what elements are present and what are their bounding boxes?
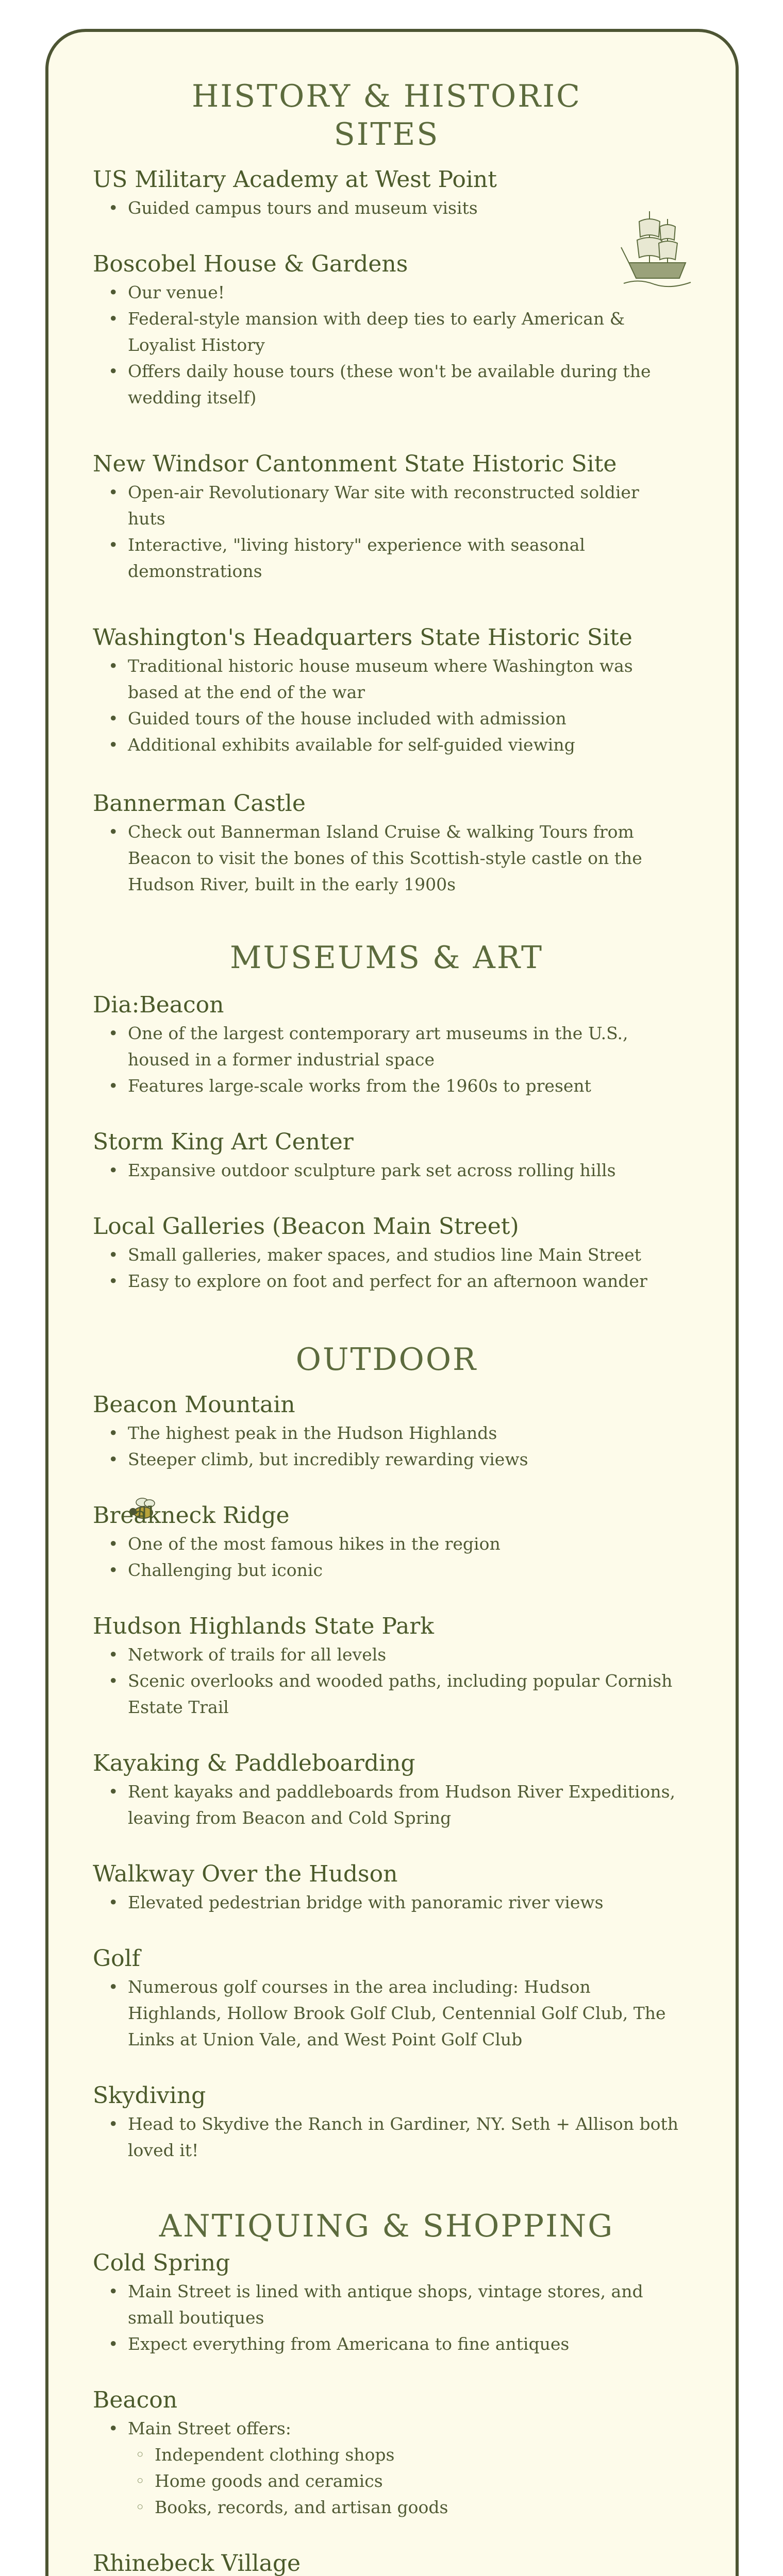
list-item: • Expansive outdoor sculpture park set across rolling hills — [118, 1157, 680, 1183]
entry-new-windsor — [93, 449, 680, 584]
list-item: • Head to Skydive the Ranch in Gardiner, NY. Seth + Allison both loved it! — [118, 2111, 680, 2163]
list-item: • The highest peak in the Hudson Highlands — [118, 1420, 680, 1446]
section-antiquing — [93, 2207, 680, 2576]
entry-title: Cold Spring — [93, 2250, 230, 2276]
list-item: • Numerous golf courses in the area including: Hudson Highlands, Hollow Brook Golf Club, Centennial Golf Club, The Links at Union Vale, and West Point Golf Club — [118, 1974, 680, 2053]
entry-title: Boscobel House & Gardens — [93, 251, 408, 277]
list-item: • Rent kayaks and paddleboards from Hudson River Expeditions, leaving from Beacon and Cold Spring — [118, 1778, 680, 1831]
entry-local-galleries — [93, 1212, 680, 1294]
entry-dia-beacon — [93, 990, 680, 1099]
entry-title: New Windsor Cantonment State Historic Site — [93, 451, 617, 477]
list-item: • Additional exhibits available for self-guided viewing — [118, 732, 680, 758]
entry-title: Walkway Over the Hudson — [93, 1861, 398, 1887]
entry-title: Beacon Mountain — [93, 1392, 295, 1418]
section-museums — [93, 939, 680, 1294]
entry-washington-hq — [93, 623, 680, 758]
sub-list-item: ◦ Home goods and ceramics — [144, 2468, 680, 2494]
entry-cold-spring — [93, 2248, 680, 2357]
list-item: • One of the most famous hikes in the region — [118, 1531, 680, 1557]
entry-title: Breakneck Ridge — [93, 1502, 290, 1529]
entry-beacon-mountain — [93, 1390, 680, 1472]
list-item: • Features large-scale works from the 1960s to present — [118, 1073, 680, 1099]
sub-list-item: ◦ Independent clothing shops — [144, 2442, 680, 2468]
entry-golf — [93, 1944, 680, 2053]
entry-storm-king — [93, 1127, 680, 1183]
section-title-outdoor: OUTDOOR — [295, 1342, 478, 1378]
entry-walkway — [93, 1859, 680, 1916]
entry-hudson-highlands — [93, 1612, 680, 1720]
section-title-line-1: HISTORY & HISTORIC — [192, 78, 581, 114]
list-item: • One of the largest contemporary art museums in the U.S., housed in a former industrial space — [118, 1020, 680, 1073]
section-title-history — [93, 77, 680, 154]
section-title-line-2: SITES — [334, 116, 440, 152]
list-item: • Elevated pedestrian bridge with panoramic river views — [118, 1889, 680, 1916]
list-item: • Main Street is lined with antique shops, vintage stores, and small boutiques — [118, 2278, 680, 2331]
entry-title: Kayaking & Paddleboarding — [93, 1750, 415, 1776]
entry-kayaking — [93, 1749, 680, 1831]
list-item: • Small galleries, maker spaces, and studios line Main Street — [118, 1242, 680, 1268]
sub-list-item: ◦ Books, records, and artisan goods — [144, 2494, 680, 2520]
section-outdoor — [93, 1341, 680, 2163]
section-title-antiquing: ANTIQUING & SHOPPING — [159, 2208, 614, 2244]
entry-title: Rhinebeck Village — [93, 2550, 301, 2576]
list-item: • Federal-style mansion with deep ties to early American & Loyalist History — [118, 306, 680, 358]
list-item: • Interactive, "living history" experience with seasonal demonstrations — [118, 532, 680, 584]
list-item: • Our venue! — [118, 279, 680, 306]
entry-skydiving — [93, 2081, 680, 2163]
entry-title: Hudson Highlands State Park — [93, 1613, 434, 1639]
list-item: • Network of trails for all levels — [118, 1641, 680, 1668]
list-item: • Guided campus tours and museum visits — [118, 195, 680, 221]
entry-title: Storm King Art Center — [93, 1129, 354, 1155]
entry-title: Beacon — [93, 2387, 178, 2413]
list-item: • Scenic overlooks and wooded paths, including popular Cornish Estate Trail — [118, 1668, 680, 1720]
list-item: • Steeper climb, but incredibly rewarding views — [118, 1446, 680, 1472]
list-item: • Traditional historic house museum where Washington was based at the end of the war — [118, 653, 680, 705]
section-title-museums: MUSEUMS & ART — [229, 940, 544, 976]
entry-title: Dia:Beacon — [93, 992, 224, 1018]
entry-title: Skydiving — [93, 2082, 206, 2109]
entry-title: Local Galleries (Beacon Main Street) — [93, 1213, 519, 1240]
list-item: • Expect everything from Americana to fine antiques — [118, 2331, 680, 2357]
entry-rhinebeck — [93, 2549, 680, 2576]
list-item: • Offers daily house tours (these won't be available during the wedding itself) — [118, 358, 680, 411]
list-item: • Guided tours of the house included with admission — [118, 705, 680, 732]
list-item: • Open-air Revolutionary War site with reconstructed soldier huts — [118, 479, 680, 532]
section-history — [93, 77, 680, 897]
entry-breakneck-ridge — [93, 1501, 680, 1583]
entry-title: US Military Academy at West Point — [93, 166, 497, 193]
entry-beacon-shopping — [93, 2385, 680, 2520]
list-item: • Challenging but iconic — [118, 1557, 680, 1583]
entry-title: Bannerman Castle — [93, 790, 306, 817]
content — [93, 77, 680, 2576]
entry-title: Washington's Headquarters State Historic Site — [93, 624, 632, 651]
entry-west-point — [93, 165, 680, 221]
list-item: • Main Street offers: — [118, 2415, 680, 2442]
entry-bannerman — [93, 789, 680, 897]
list-item: • Check out Bannerman Island Cruise & walking Tours from Beacon to visit the bones of this Scottish-style castle on the Hudson River, built in the early 1900s — [118, 819, 680, 897]
list-item: • Easy to explore on foot and perfect for an afternoon wander — [118, 1268, 680, 1294]
entry-boscobel — [93, 249, 680, 411]
entry-title: Golf — [93, 1945, 140, 1972]
